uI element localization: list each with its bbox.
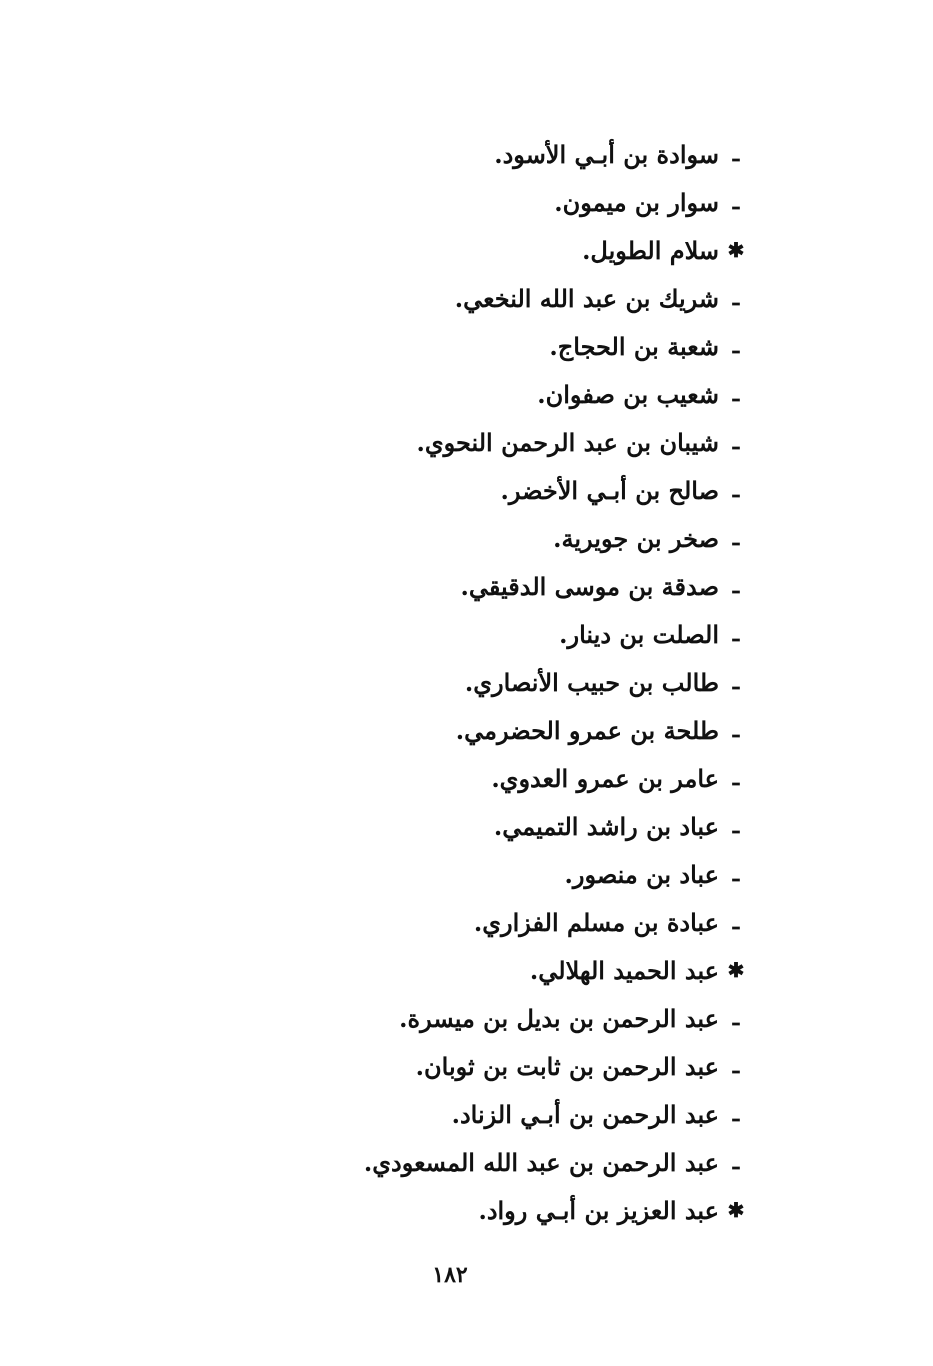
narrator-name: صدقة بن موسى الدقيقي. <box>460 571 719 601</box>
narrator-name: عبد الحميد الهلالي. <box>529 955 719 985</box>
list-item <box>333 562 753 610</box>
list-item <box>333 418 753 466</box>
dash-marker: ـ <box>732 813 740 839</box>
narrator-name: عبد الرحمن بن أبـي الزناد. <box>451 1099 719 1129</box>
dash-marker: ـ <box>732 189 740 215</box>
narrator-name: صالح بن أبـي الأخضر. <box>500 475 719 505</box>
narrator-name: سلام الطويل. <box>582 235 719 265</box>
dash-marker: ـ <box>732 717 740 743</box>
dash-marker: ـ <box>732 381 740 407</box>
narrator-name: عبد العزيز بن أبـي رواد. <box>478 1195 719 1225</box>
list-item <box>333 946 753 994</box>
list-item <box>333 802 753 850</box>
list-item <box>333 898 753 946</box>
narrator-name: شعبة بن الحجاج. <box>549 331 719 361</box>
dash-marker: ـ <box>732 1149 740 1175</box>
dash-marker: ـ <box>732 669 740 695</box>
dash-marker: ـ <box>732 141 740 167</box>
dash-marker: ـ <box>732 573 740 599</box>
narrator-name: شعيب بن صفوان. <box>537 379 719 409</box>
dash-marker: ـ <box>732 621 740 647</box>
narrator-name: سوار بن ميمون. <box>554 187 719 217</box>
narrator-name: سوادة بن أبـي الأسود. <box>494 139 719 169</box>
list-item <box>333 226 753 274</box>
narrator-name: عبادة بن مسلم الفزاري. <box>473 907 719 937</box>
list-item <box>333 274 753 322</box>
narrator-name: صخر بن جويرية. <box>553 523 719 553</box>
narrator-name: طالب بن حبيب الأنصاري. <box>464 667 719 697</box>
narrator-name: عباد بن منصور. <box>564 859 719 889</box>
list-item <box>333 1090 753 1138</box>
list-item <box>333 130 753 178</box>
dash-marker: ـ <box>732 765 740 791</box>
list-item <box>333 1186 753 1234</box>
narrator-name: عبد الرحمن بن بديل بن ميسرة. <box>399 1003 719 1033</box>
list-item <box>333 706 753 754</box>
asterisk-marker: ✱ <box>727 238 745 262</box>
narrator-name: عامر بن عمرو العدوي. <box>491 763 719 793</box>
list-item <box>333 370 753 418</box>
narrator-name: عبد الرحمن بن عبد الله المسعودي. <box>363 1147 719 1177</box>
list-item <box>333 754 753 802</box>
dash-marker: ـ <box>732 333 740 359</box>
dash-marker: ـ <box>732 525 740 551</box>
list-item <box>333 850 753 898</box>
dash-marker: ـ <box>732 429 740 455</box>
list-item <box>333 1042 753 1090</box>
list-item <box>333 466 753 514</box>
narrator-list <box>333 130 753 1234</box>
list-item <box>333 610 753 658</box>
narrator-name: الصلت بن دينار. <box>559 619 719 649</box>
asterisk-marker: ✱ <box>727 1198 745 1222</box>
page-number: ١٨٢ <box>432 1262 468 1288</box>
list-item <box>333 1138 753 1186</box>
dash-marker: ـ <box>732 1005 740 1031</box>
narrator-name: شيبان بن عبد الرحمن النحوي. <box>416 427 719 457</box>
dash-marker: ـ <box>732 909 740 935</box>
list-item <box>333 994 753 1042</box>
dash-marker: ـ <box>732 861 740 887</box>
dash-marker: ـ <box>732 285 740 311</box>
list-item <box>333 178 753 226</box>
narrator-name: عبد الرحمن بن ثابت بن ثوبان. <box>415 1051 719 1081</box>
narrator-name: شريك بن عبد الله النخعي. <box>454 283 719 313</box>
list-item <box>333 658 753 706</box>
dash-marker: ـ <box>732 477 740 503</box>
list-item <box>333 514 753 562</box>
list-item <box>333 322 753 370</box>
dash-marker: ـ <box>732 1053 740 1079</box>
asterisk-marker: ✱ <box>727 958 745 982</box>
narrator-name: عباد بن راشد التميمي. <box>493 811 719 841</box>
narrator-name: طلحة بن عمرو الحضرمي. <box>455 715 719 745</box>
dash-marker: ـ <box>732 1101 740 1127</box>
